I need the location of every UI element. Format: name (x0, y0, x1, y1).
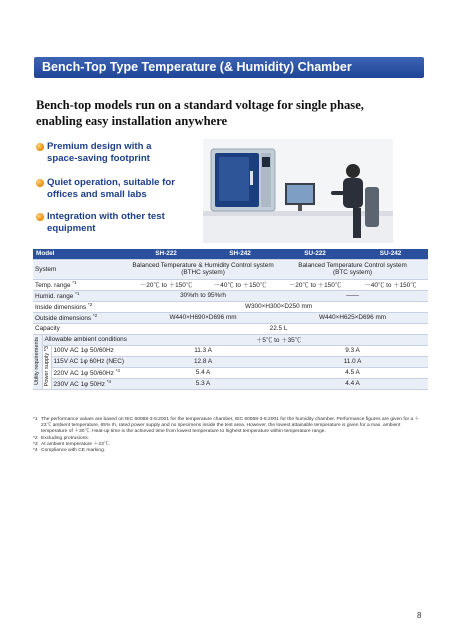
row-label: Outside dimensions $^{*2}$ (33, 312, 129, 323)
table-cell: 11.3 A (129, 345, 277, 356)
feature-line: Quiet operation, suitable for (47, 177, 175, 188)
headline-line-1: Bench-top models run on a standard voltage for single phase, (36, 98, 364, 112)
table-cell: －40℃ to ＋150℃ (203, 279, 277, 290)
utility-label-cell (33, 334, 42, 389)
table-cell: 5.4 A (129, 367, 277, 378)
table-row-power (33, 356, 428, 367)
table-row-power (33, 378, 428, 389)
table-cell: －20℃ to ＋150℃ (277, 279, 353, 290)
row-label: Temp. range $^{*1}$ (33, 279, 129, 290)
row-label: Capacity (33, 323, 129, 334)
feature-line: offices and small labs (47, 188, 147, 200)
table-cell: －40℃ to ＋150℃ (353, 279, 428, 290)
row-label: System (33, 259, 129, 279)
section-banner (34, 57, 424, 78)
product-photo (203, 139, 393, 243)
table-row-ambient (33, 334, 428, 345)
spec-table (33, 249, 428, 390)
system-su-name: Balanced Temperature Control system (298, 262, 407, 269)
row-label: 115V AC 1φ 60Hz (NEC) (51, 356, 129, 367)
table-row-outside (33, 312, 428, 323)
system-su (277, 259, 428, 279)
bullet-icon (36, 179, 44, 187)
table-cell: W440×H625×D696 mm (277, 312, 428, 323)
utility-label: Utility requirements (34, 336, 41, 385)
table-row-power (33, 345, 428, 356)
row-label: 230V AC 1φ 50Hz $^{*4}$ (51, 378, 129, 389)
banner-title: Bench-Top Type Temperature (& Humidity) Chamber (42, 60, 352, 74)
bullet-icon (36, 213, 44, 221)
table-cell: W300×H300×D250 mm (129, 301, 428, 312)
footnotes (33, 417, 428, 454)
table-row-temp (33, 279, 428, 290)
system-su-sub: (BTC system) (333, 269, 373, 276)
header-sh242: SH-242 (203, 249, 277, 259)
row-label: 220V AC 1φ 50/60Hz $^{*4}$ (51, 367, 129, 378)
table-cell: 4.5 A (277, 367, 428, 378)
table-cell: 5.3 A (129, 378, 277, 389)
page-number: 8 (417, 611, 422, 620)
feature-line: space-saving footprint (47, 152, 150, 164)
table-row-inside (33, 301, 428, 312)
system-sh-sub: (BTHC system) (181, 269, 225, 276)
bullet-icon (36, 143, 44, 151)
table-cell: ―― (277, 290, 428, 301)
footnote: *3 At ambient temperature ＋23℃. (33, 441, 111, 447)
row-label: 100V AC 1φ 50/60Hz (51, 345, 129, 356)
feature-line: equipment (47, 222, 96, 234)
footnote: *2 Excluding protrusions. (33, 435, 90, 441)
table-cell: 9.3 A (277, 345, 428, 356)
header-sh222: SH-222 (129, 249, 203, 259)
row-label: Allowable ambient conditions (42, 334, 129, 345)
header-model: Model (33, 249, 129, 259)
table-row-power (33, 367, 428, 378)
table-cell: －20℃ to ＋150℃ (129, 279, 203, 290)
headline (36, 97, 416, 129)
system-sh (129, 259, 277, 279)
header-su222: SU-222 (277, 249, 353, 259)
system-sh-name: Balanced Temperature & Humidity Control system (132, 262, 274, 269)
table-cell: 30%rh to 95%rh (129, 290, 277, 301)
feature-line: Integration with other test (47, 211, 165, 222)
table-row-system (33, 259, 428, 279)
table-cell: 22.5 L (129, 323, 428, 334)
power-label: Power supply *3 (43, 345, 50, 387)
table-header-row (33, 249, 428, 259)
table-cell: 12.8 A (129, 356, 277, 367)
table-row-capacity (33, 323, 428, 334)
power-label-cell (42, 345, 51, 389)
row-label: Inside dimensions $^{*2}$ (33, 301, 129, 312)
row-label: Humid. range $^{*1}$ (33, 290, 129, 301)
footnote: *1 The performance values are based on IEC 60068-3-5:2001 for the temperature chamber, IEC 60068-3-6:2001 for the humidity chamber. Performance figures are given for a ＋23℃ ambient temperature, 65% rh, rated power supply and no specimens inside the test area. However, the lowest attainable temperature is given for a max. ambient temperature of ＋30℃. Heat-up time is the achieved time from lowest temperature to highest temperature within temperature range. (33, 417, 420, 435)
table-row-humid (33, 290, 428, 301)
table-cell: 11.0 A (277, 356, 428, 367)
table-cell: 4.4 A (277, 378, 428, 389)
table-cell: ＋5℃ to ＋35℃ (129, 334, 428, 345)
header-su242: SU-242 (353, 249, 428, 259)
headline-line-2: enabling easy installation anywhere (36, 114, 228, 128)
feature-line: Premium design with a (47, 141, 152, 152)
table-cell: W440×H690×D696 mm (129, 312, 277, 323)
chamber-image (211, 149, 275, 211)
footnote: *4 Compliance with CE marking. (33, 448, 106, 454)
